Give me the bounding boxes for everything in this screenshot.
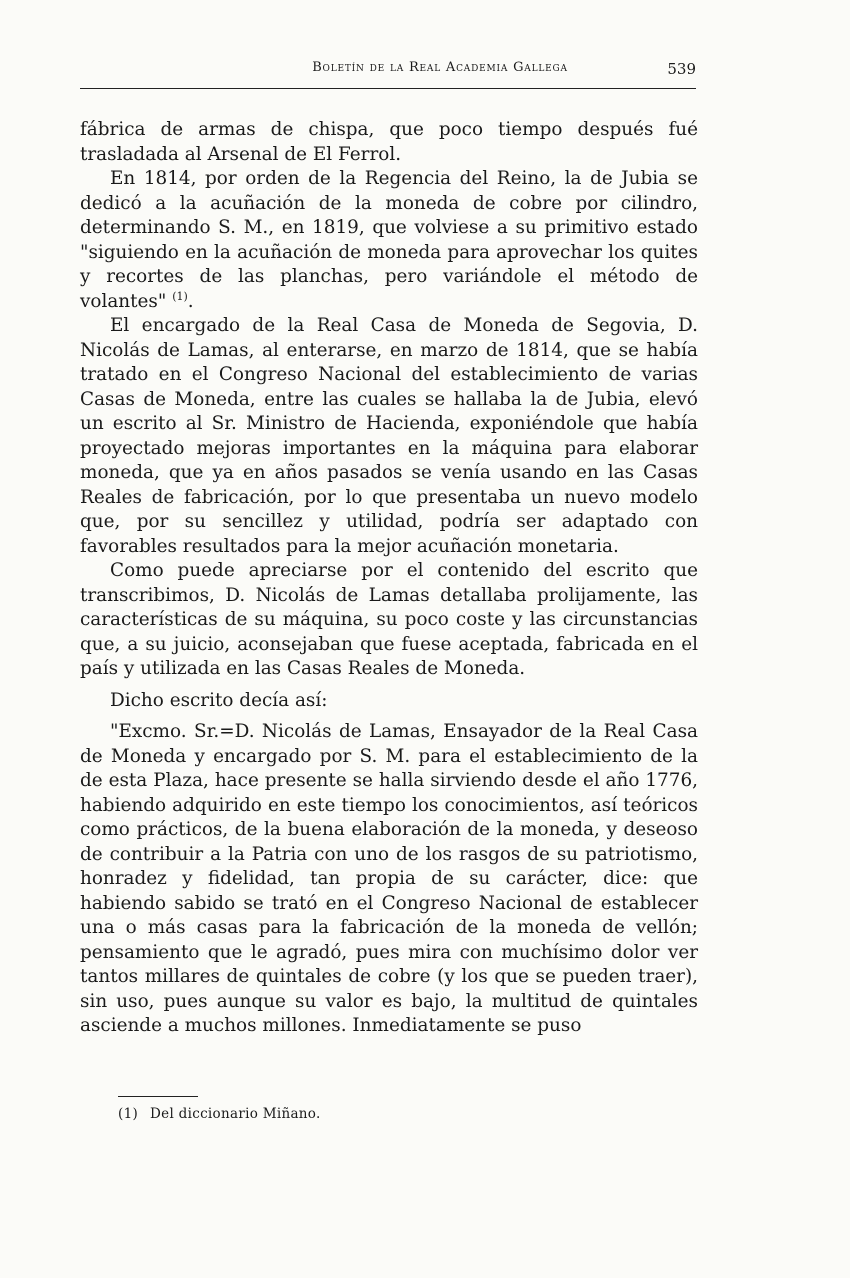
- paragraph-jubia-1814-text: En 1814, por orden de la Regencia del Reino, la de Jubia se dedicó a la acuñación de la moneda de cobre por cilindro, determinando S. M., en 1819, que volviese a su primitivo estado "siguiendo en la acuñación de moneda para aprovechar los quites y recortes de las planchas, pero variándole el método de volantes": [80, 168, 698, 312]
- footnote-text: Del diccionario Miñano.: [150, 1106, 321, 1122]
- footnote-reference: (1): [172, 289, 188, 303]
- paragraph-como: Como puede apreciarse por el contenido del escrito que transcribimos, D. Nicolás de Lamas detallaba prolijamente, las características de su máquina, su poco coste y las circunstancias que, a su juicio, aconsejaban que fuese aceptada, fabricada en el país y utilizada en las Casas Reales de Moneda.: [80, 560, 698, 679]
- paragraph-jubia-1814: [80, 167, 698, 314]
- paragraph-dicho: Dicho escrito decía así:: [110, 689, 328, 711]
- header-rule: [80, 88, 696, 89]
- footnote-rule: [118, 1096, 198, 1097]
- page-number: 539: [667, 60, 696, 78]
- footnote-mark: (1): [118, 1106, 139, 1122]
- running-head: Boletín de la Real Academia Gallega: [312, 60, 568, 75]
- paragraph-lamas: El encargado de la Real Casa de Moneda de Segovia, D. Nicolás de Lamas, al enterarse, en marzo de 1814, que se había tratado en el Congreso Nacional del establecimiento de varias Casas de Moneda, entre las cuales se hallaba la de Jubia, elevó un escrito al Sr. Ministro de Hacienda, exponiéndole que había proyectado mejoras importantes en la máquina para elaborar moneda, que ya en años pasados se venía usando en las Casas Reales de fabricación, por lo que presentaba un nuevo modelo que, por su sencillez y utilidad, podría ser adaptado con favorables resultados para la mejor acuñación monetaria.: [80, 315, 698, 557]
- page-header: [80, 60, 696, 82]
- footnote: [118, 1106, 321, 1122]
- paragraph-end-punctuation: .: [187, 290, 194, 312]
- paragraph-continuation: fábrica de armas de chispa, que poco tiempo después fué trasladada al Arsenal de El Ferrol.: [80, 119, 698, 165]
- paragraph-quoted-letter: "Excmo. Sr.=D. Nicolás de Lamas, Ensayador de la Real Casa de Moneda y encargado por S. M. para el establecimiento de la de esta Plaza, hace presente se halla sirviendo desde el año 1776, habiendo adquirido en este tiempo los conocimientos, así teóricos como prácticos, de la buena elaboración de la moneda, y deseoso de contribuir a la Patria con uno de los rasgos de su patriotismo, honradez y fidelidad, tan propia de su carácter, dice: que habiendo sabido se trató en el Congreso Nacional de establecer una o más casas para la fabricación de la moneda de vellón; pensamiento que le agradó, pues mira con muchísimo dolor ver tantos millares de quintales de cobre (y los que se pueden traer), sin uso, pues aunque su valor es bajo, la multitud de quintales asciende a muchos millones. Inmediatamente se puso: [80, 721, 698, 1036]
- body-text: [80, 118, 698, 1039]
